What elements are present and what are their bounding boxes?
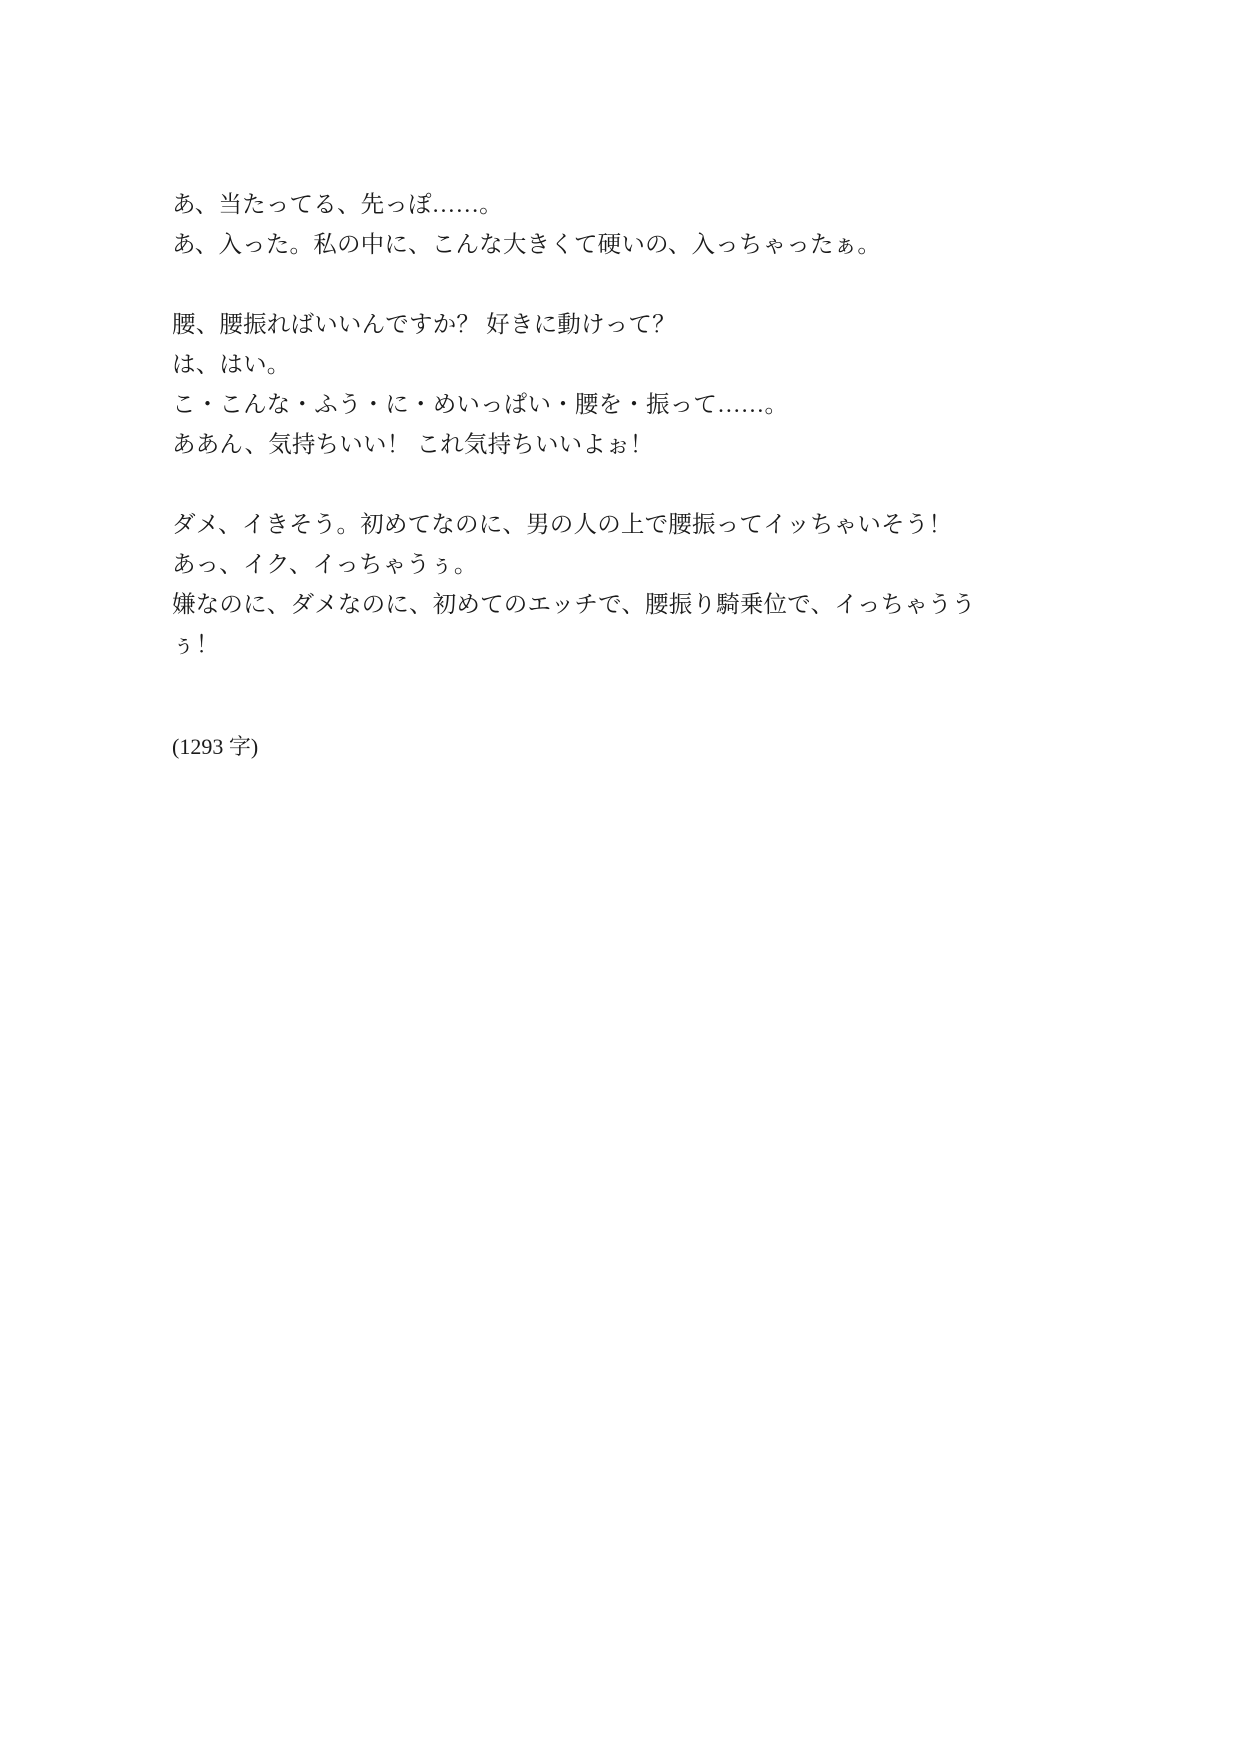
paragraph-3-line-2: あっ、イク、イっちゃうぅ。: [172, 552, 478, 578]
paragraph-1-line-2: あ、入った。私の中に、こんな大きくて硬いの、入っちゃったぁ。: [172, 232, 882, 258]
paragraph-spacer-3: [172, 665, 1072, 705]
paragraph-spacer-1: [172, 265, 1072, 305]
document-text-body: [172, 185, 1072, 789]
paragraph-3-line-1: ダメ、イきそう。初めてなのに、男の人の上で腰振ってイッちゃいそう！: [172, 512, 953, 538]
paragraph-2-line-1: 腰、腰振ればいいんですか？ 好きに動けって？: [172, 312, 676, 338]
paragraph-1-line-1: あ、当たってる、先っぽ……。: [172, 192, 503, 218]
paragraph-2-line-4: ああん、気持ちいい！ これ気持ちいいよぉ！: [172, 432, 654, 458]
paragraph-3-line-4: ぅ！: [172, 632, 220, 658]
character-count: (1293 字): [172, 734, 259, 759]
paragraph-3-line-3: 嫌なのに、ダメなのに、初めてのエッチで、腰振り騎乗位で、イっちゃうう: [172, 592, 976, 618]
paragraph-2-line-3: こ・こんな・ふう・に・めいっぱい・腰を・振って……。: [172, 392, 789, 418]
paragraph-2-line-2: は、はい。: [172, 352, 291, 378]
paragraph-spacer-2: [172, 465, 1072, 505]
